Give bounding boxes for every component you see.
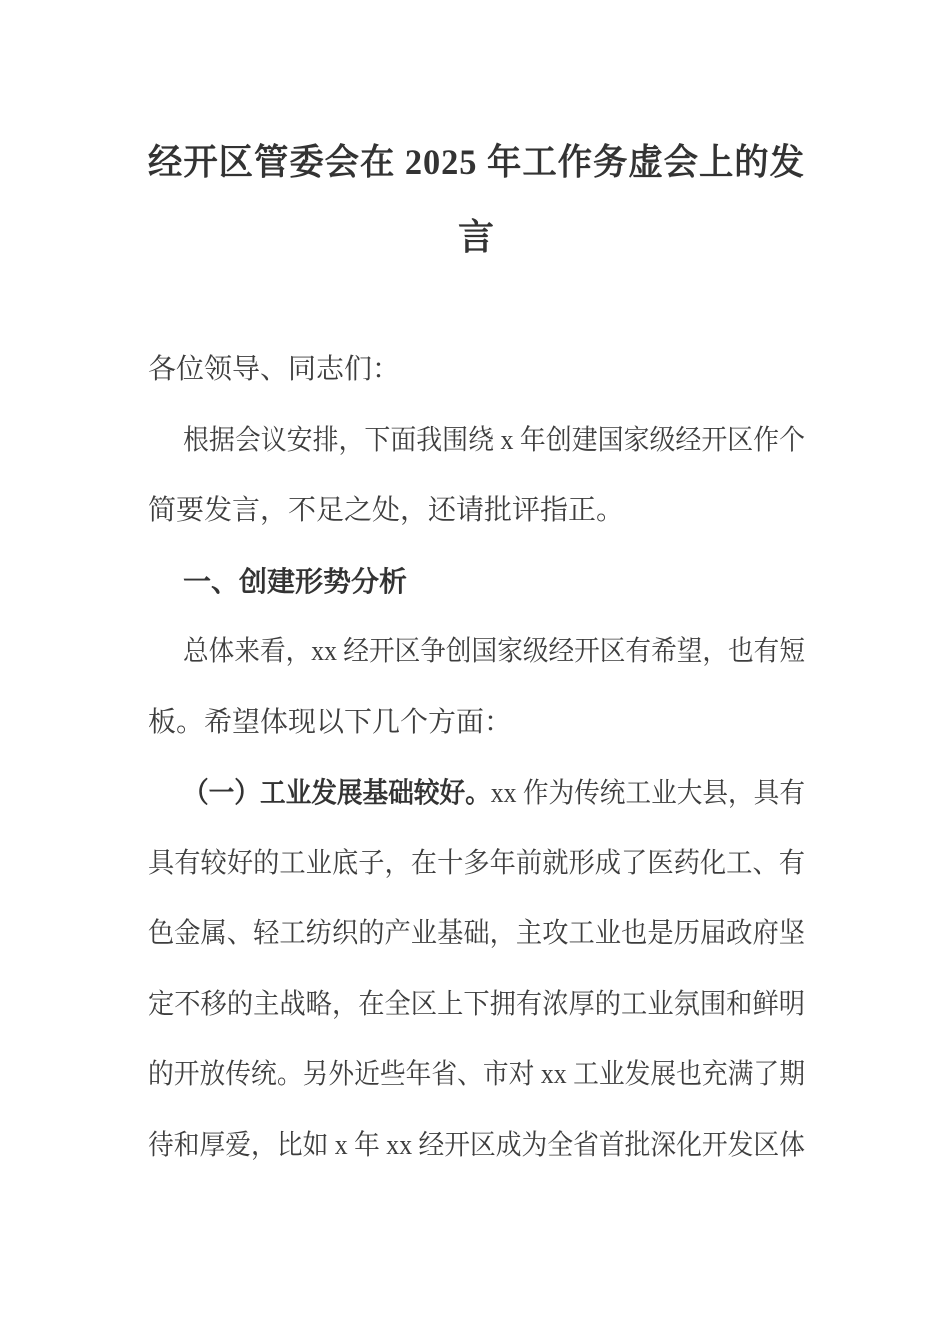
text-column xyxy=(148,0,805,1181)
document-line: 色金属、轻工纺织的产业基础，主攻工业也是历届政府坚 xyxy=(148,918,806,949)
document-body xyxy=(148,335,805,1181)
title-line-1-text: 经开区管委会在 2025 年工作务虚会上的发 xyxy=(148,142,805,182)
title-line-2-text: 言 xyxy=(457,217,495,257)
document-line: 根据会议安排，下面我围绕 x 年创建国家级经开区作个 xyxy=(183,424,806,456)
document-line: 板。希望体现以下几个方面： xyxy=(148,706,513,738)
subsection-heading-line xyxy=(148,758,805,829)
title-line-1 xyxy=(148,125,805,200)
document-line: 定不移的主战略，在全区上下拥有浓厚的工业氛围和鲜明 xyxy=(148,988,806,1020)
document-line: 总体来看，xx 经开区争创国家级经开区有希望，也有短 xyxy=(183,636,805,667)
subsection-body-text: xx 作为传统工业大县，具有 xyxy=(490,778,805,809)
document-line: 具有较好的工业底子，在十多年前就形成了医药化工、有 xyxy=(148,847,806,879)
document-line: 待和厚爱，比如 x 年 xx 经开区成为全省首批深化开发区体 xyxy=(148,1129,805,1161)
subsection-heading-bold: （一）工业发展基础较好。 xyxy=(183,777,491,808)
title-line-2 xyxy=(148,200,805,275)
document-line: 简要发言，不足之处，还请批评指正。 xyxy=(148,495,625,526)
document-line: 的开放传统。另外近些年省、市对 xx 工业发展也充满了期 xyxy=(148,1059,805,1090)
salutation-line: 各位领导、同志们： xyxy=(148,354,401,385)
section-heading: 一、创建形势分析 xyxy=(183,565,408,597)
document-title xyxy=(148,125,805,275)
